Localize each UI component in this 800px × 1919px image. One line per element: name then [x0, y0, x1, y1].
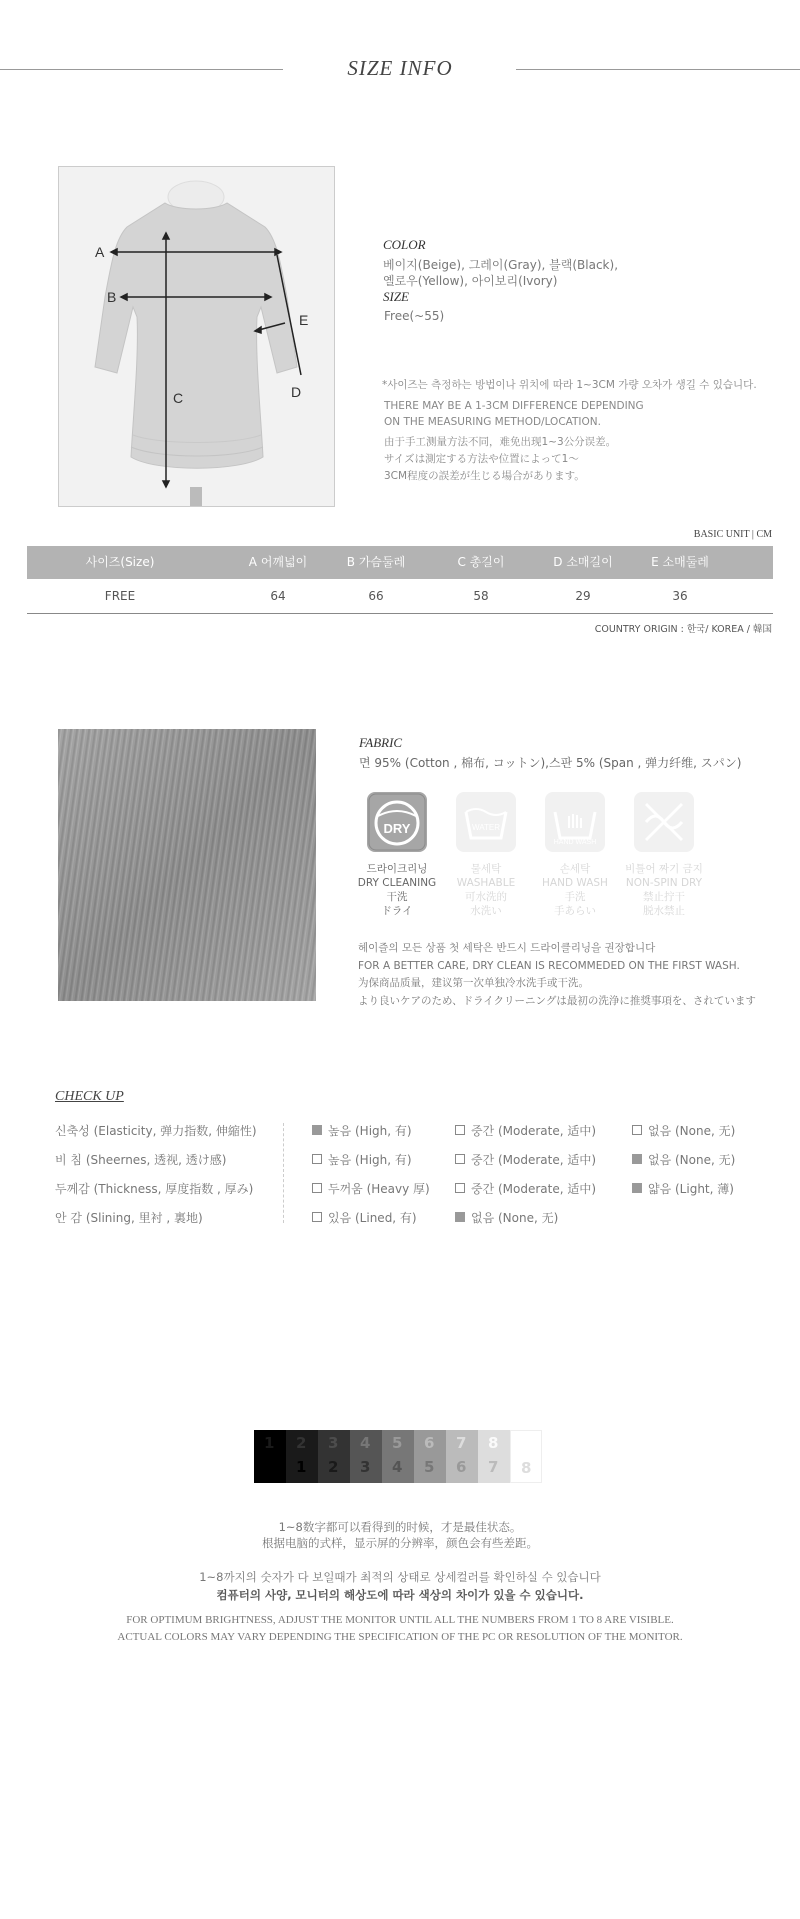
checkup-option: 있음 (Lined, 有) — [312, 1209, 417, 1226]
table-cell: 66 — [368, 589, 384, 603]
gray-cell: 8 7 — [478, 1430, 510, 1483]
dry-icon-text: DRY — [383, 821, 411, 836]
checkup-heading: CHECK UP — [55, 1089, 124, 1104]
gray-cell: 1 — [254, 1430, 286, 1483]
table-header-cell: A 어깨넓이 — [248, 555, 308, 569]
measure-label-a: A — [95, 244, 105, 260]
dry-clean-icon — [367, 792, 427, 852]
size-heading: SIZE — [383, 289, 409, 304]
color-line-2: 옐로우(Yellow), 아이보리(Ivory) — [383, 274, 558, 288]
gray-cell: 4 3 — [350, 1430, 382, 1483]
table-cell: 29 — [575, 589, 591, 603]
table-header-cell: 사이즈(Size) — [85, 555, 155, 569]
tshirt-illustration — [59, 167, 334, 506]
care-label-water: 물세탁 WASHABLE 可水洗的 水洗い — [456, 863, 516, 917]
size-note-jp-1: サイズは測定する方法や位置によって1～ — [384, 453, 579, 465]
table-header-cell: B 가슴둘레 — [346, 555, 406, 569]
checkup-option: 없음 (None, 无) — [455, 1209, 558, 1226]
checkup-option: 중간 (Moderate, 适中) — [455, 1122, 596, 1139]
gray-cell: 8 — [510, 1430, 542, 1483]
size-note-kr: *사이즈는 측정하는 방법이나 위치에 따라 1~3CM 가량 오차가 생길 수 있습니다. — [382, 379, 757, 391]
grayscale-calibration-bar — [254, 1430, 542, 1483]
checkup-option: 중간 (Moderate, 适中) — [455, 1180, 596, 1197]
measure-label-c: C — [173, 390, 184, 406]
checkup-option: 높음 (High, 有) — [312, 1151, 412, 1168]
color-heading: COLOR — [383, 237, 426, 252]
care-label-handwash: 손세탁 HAND WASH 手洗 手あらい — [542, 863, 608, 917]
checkup-label-elasticity: 신축성 (Elasticity, 弹力指数, 伸縮性) — [55, 1124, 257, 1138]
checkup-divider — [283, 1123, 284, 1223]
table-header-cell: D 소매길이 — [553, 555, 613, 569]
gray-cell: 5 4 — [382, 1430, 414, 1483]
monitor-note-en: FOR OPTIMUM BRIGHTNESS, ADJUST THE MONITOR UNTIL ALL THE NUMBERS FROM 1 TO 8 ARE VISIBLE. ACTUAL COLORS MAY VARY DEPENDING THE SPECIFICATION OF THE PC OR RESOLUTION OF THE MONITOR. — [117, 1614, 683, 1643]
table-header-cell: C 총길이 — [457, 555, 505, 569]
hand-wash-icon — [545, 792, 605, 852]
gray-cell: 3 2 — [318, 1430, 350, 1483]
care-label-nospin: 비틀어 짜기 금지 NON-SPIN DRY 禁止拧干 脱水禁止 — [625, 863, 703, 917]
unit-label: BASIC UNIT | CM — [693, 529, 772, 540]
checkup-option: 없음 (None, 无) — [632, 1122, 735, 1139]
measure-label-e: E — [299, 312, 309, 328]
table-cell: FREE — [104, 589, 136, 603]
fabric-composition: 면 95% (Cotton , 棉布, コットン),스판 5% (Span , 弹力纤维, スパン) — [359, 756, 742, 770]
checkup-option: 없음 (None, 无) — [632, 1151, 735, 1168]
care-advice: 헤이즐의 모든 상품 첫 세탁은 반드시 드라이클리닝을 권장합니다 FOR A BETTER CARE, DRY CLEAN IS RECOMMEDED ON THE FIRST WASH. 为保商品质量，建议第一次单独冷水洗手或干洗。 より良いケアのため、ドライクリーニングは最初の洗浄に推奨事項を、されています — [358, 942, 756, 1007]
color-line-1: 베이지(Beige), 그레이(Gray), 블랙(Black), — [383, 258, 619, 272]
table-row — [27, 579, 773, 614]
fabric-heading: FABRIC — [359, 735, 403, 750]
care-label-dry: 드라이크리닝 DRY CLEANING 干洗 ドライ — [357, 863, 437, 917]
gray-cell: 2 1 — [286, 1430, 318, 1483]
washable-icon — [456, 792, 516, 852]
size-note-cn: 由于手工测量方法不同，难免出现1~3公分误差。 — [384, 436, 617, 448]
measure-label-d: D — [291, 384, 302, 400]
checkup-label-lining: 안 감 (Slining, 里衬 , 裏地) — [55, 1211, 203, 1225]
size-note-en-2: ON THE MEASURING METHOD/LOCATION. — [384, 416, 601, 428]
country-origin: COUNTRY ORIGIN : 한국/ KOREA / 韓国 — [594, 624, 772, 635]
gray-cell: 7 6 — [446, 1430, 478, 1483]
checkup-option: 두꺼움 (Heavy 厚) — [312, 1180, 430, 1197]
checkup-option: 중간 (Moderate, 适中) — [455, 1151, 596, 1168]
hand-wash-icon-text: HAND WASH — [553, 839, 597, 846]
table-cell: 64 — [270, 589, 286, 603]
checkup-option: 얇음 (Light, 薄) — [632, 1180, 734, 1197]
table-header-cell: E 소매둘레 — [651, 555, 709, 569]
monitor-note-kr: 1~8까지의 숫자가 다 보일때가 최적의 상태로 상세컬러를 확인하실 수 있습니다 컴퓨터의 사양, 모니터의 해상도에 따라 색상의 차이가 있을 수 있습니다. — [199, 1570, 601, 1602]
no-wring-icon — [634, 792, 694, 852]
monitor-note-cn: 1~8数字都可以看得到的时候，才是最佳状态。 根据电脑的式样，显示屏的分辨率，颜色会有些差距。 — [262, 1520, 538, 1550]
table-cell: 58 — [473, 589, 489, 603]
water-icon-text: WATER — [472, 823, 500, 832]
measure-label-b: B — [107, 289, 117, 305]
checkup-label-thickness: 두께감 (Thickness, 厚度指数 , 厚み) — [55, 1182, 254, 1196]
checkup-label-sheerness: 비 침 (Sheernes, 透视, 透け感) — [55, 1153, 227, 1167]
size-table-header — [27, 546, 773, 579]
fabric-texture-image — [58, 729, 316, 1001]
size-note-jp-2: 3CM程度の誤差が生じる場合があります。 — [384, 470, 585, 482]
checkup-option: 높음 (High, 有) — [312, 1122, 412, 1139]
product-image — [58, 166, 335, 507]
page-title: SIZE INFO — [347, 56, 453, 80]
size-value: Free(~55) — [384, 309, 445, 323]
size-note-en-1: THERE MAY BE A 1-3CM DIFFERENCE DEPENDING — [384, 400, 644, 412]
table-cell: 36 — [672, 589, 688, 603]
gray-cell: 6 5 — [414, 1430, 446, 1483]
